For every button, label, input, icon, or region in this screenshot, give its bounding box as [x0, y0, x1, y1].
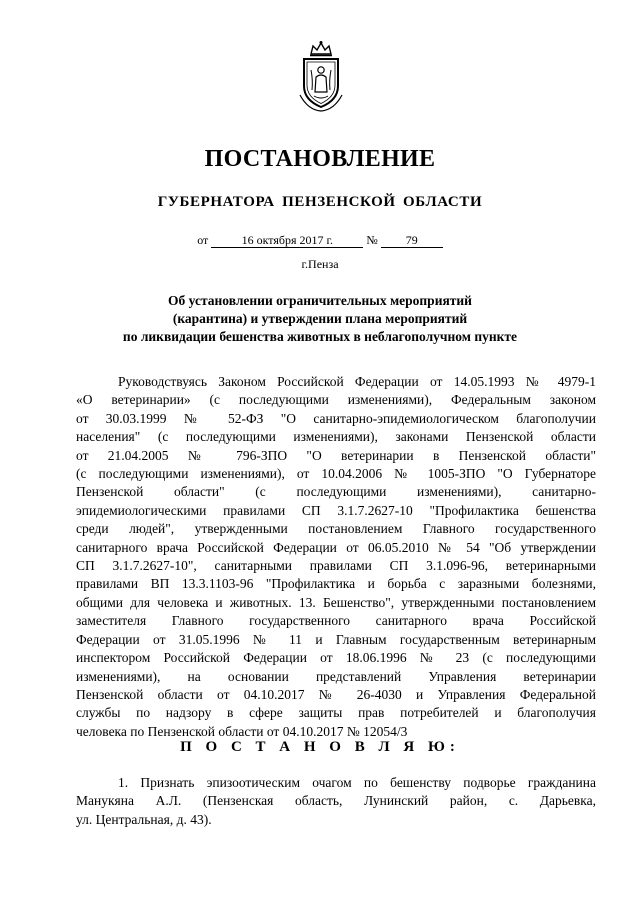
document-subject — [0, 292, 640, 346]
preamble-line: общими для человека и животных. 13. Бешенство", утвержденными постановлением — [76, 594, 596, 610]
preamble-line: эпидемиологическими правилами СП 3.1.7.2627-10 "Профилактика бешенства — [76, 502, 596, 518]
subject-line: по ликвидации бешенства животных в неблагополучном пункте — [122, 329, 518, 344]
preamble-line: от 21.04.2005 № 796-ЗПО "О ветеринарии в Пензенской области" — [76, 447, 596, 463]
preamble-line: изменениями), на основании представлений Управления ветеринарии — [76, 668, 596, 684]
preamble-line: заместителя Главного государственного санитарного врача Российской — [76, 613, 596, 629]
item-line: Манукяна А.Л. (Пензенская область, Лунинский район, с. Дарьевка, — [76, 793, 596, 809]
subject-line: Об установлении ограничительных мероприятий — [168, 293, 472, 308]
preamble-line: службы по надзору в сфере защиты прав потребителей и благополучия — [76, 705, 596, 721]
preamble-line: Пензенской области" (с последующими изменениями), санитарно- — [76, 484, 596, 500]
date-number-line — [0, 233, 640, 248]
preamble-line: человека по Пензенской области от 04.10.2017 № 12054/3 — [76, 723, 408, 739]
issuing-authority: ГУБЕРНАТОРА ПЕНЗЕНСКОЙ ОБЛАСТИ — [157, 194, 483, 210]
document-date: 16 октября 2017 г. — [211, 234, 363, 248]
document-type-title: ПОСТАНОВЛЕНИЕ — [204, 146, 436, 172]
preamble-line: санитарного врача Российской Федерации от 06.05.2010 № 54 "Об утверждении — [76, 539, 596, 555]
preamble-line: Руководствуясь Законом Российской Федерации от 14.05.1993 № 4979-1 — [118, 374, 596, 389]
resolution-item-1 — [76, 774, 596, 829]
item-line: ул. Центральная, д. 43). — [76, 811, 212, 827]
preamble-line: населения" (с последующими изменениями), законами Пензенской области — [76, 429, 596, 445]
date-prefix: от — [197, 233, 209, 247]
preamble-line: инспектором Российской Федерации от 18.06.1996 № 23 (с последующими — [76, 650, 596, 666]
resolve-heading: П О С Т А Н О В Л Я Ю: — [180, 739, 460, 755]
preamble-line: СП 3.1.7.2627-10", санитарными правилами СП 3.1.096-96, ветеринарными — [76, 558, 596, 574]
preamble-line: от 30.03.1999 № 52-ФЗ "О санитарно-эпидемиологическом благополучии — [76, 410, 596, 426]
preamble-line: правилами ВП 13.3.1103-96 "Профилактика и борьба с заразными болезнями, — [76, 576, 596, 592]
issue-city: г.Пенза — [301, 257, 339, 271]
preamble-line: «О ветеринарии» (с последующими изменениями), Федеральным законом — [76, 392, 596, 408]
preamble-paragraph — [76, 373, 596, 741]
preamble-line: среди людей", утвержденными постановлением Главного государственного — [76, 521, 596, 537]
preamble-line: (с последующими изменениями), от 10.04.2006 № 1005-ЗПО "О Губернаторе — [76, 466, 596, 482]
subject-line: (карантина) и утверждении плана мероприятий — [172, 311, 468, 326]
item-line: 1. Признать эпизоотическим очагом по бешенству подворье гражданина — [118, 775, 596, 790]
preamble-line: Пензенской области от 04.10.2017 № 26-4030 и Управления Федеральной — [76, 686, 596, 702]
number-prefix: № — [366, 233, 378, 247]
coat-of-arms-emblem — [296, 40, 346, 112]
preamble-line: Федерации от 31.05.1996 № 11 и Главным государственным ветеринарным — [76, 631, 596, 647]
document-number: 79 — [381, 234, 443, 248]
